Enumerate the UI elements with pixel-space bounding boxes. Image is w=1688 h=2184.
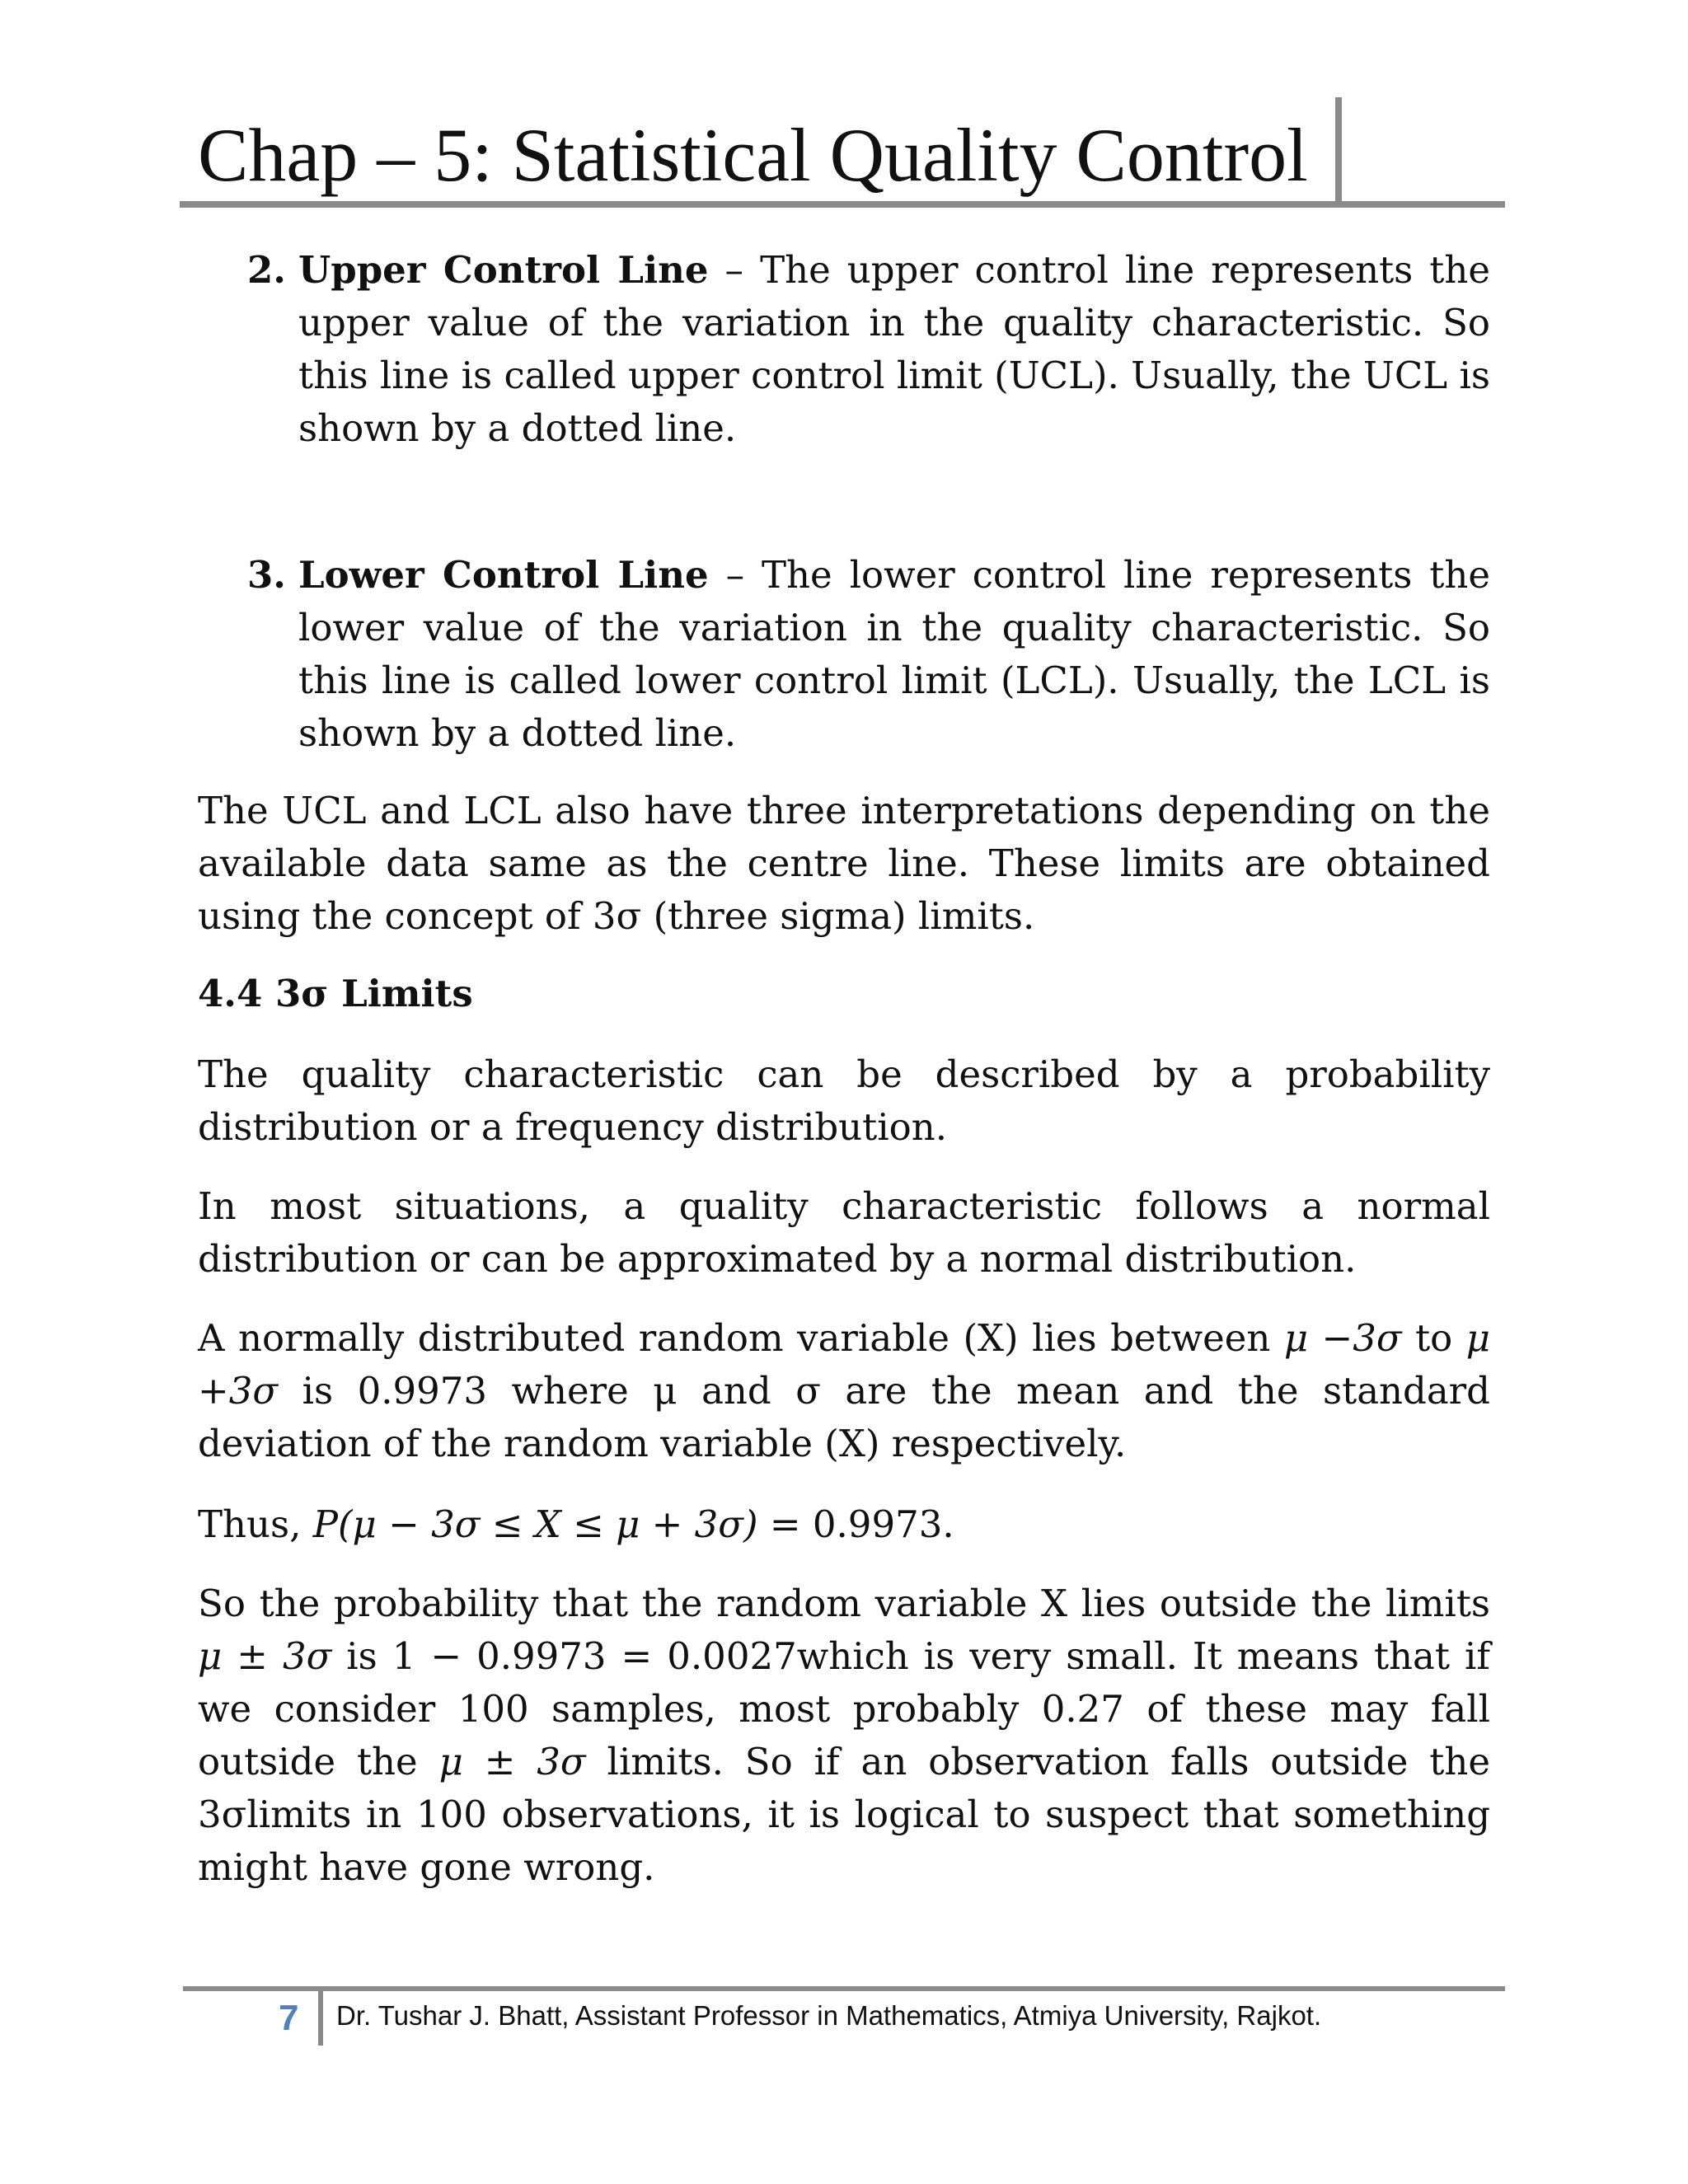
page-number: 7 (279, 1998, 299, 2038)
paragraph-ucl-lcl: The UCL and LCL also have three interpretations depending on the available data same as the centre line. These limits are obtained using the concept of 3σ (three sigma) limits. (198, 789, 1490, 938)
page-title: Chap – 5: Statistical Quality Control (198, 113, 1308, 197)
text-segment: to (1401, 1316, 1466, 1360)
list-number: 3. (247, 553, 286, 597)
footer-divider (318, 1991, 323, 2046)
section-heading: 4.4 3σ Limits (198, 972, 473, 1015)
list-text: – The lower control line represents the lower value of the variation in the quality characteristic. So this line is called lower control limit (LCL). Usually, the LCL is shown by a dotted line. (298, 553, 1490, 755)
math-expression: μ ± 3σ (198, 1634, 332, 1678)
paragraph-probability-equation (198, 1498, 1490, 1551)
text-segment: is 1 − 0.9973 = 0.0027which is very small. It means that if we consider 100 samples, most probably 0.27 of these may fall outside the (198, 1634, 1490, 1783)
list-item-upper-control-line (247, 244, 1490, 455)
text-segment: = 0.9973. (757, 1502, 954, 1546)
math-expression: μ +3σ (198, 1316, 1490, 1413)
paragraph-normal: In most situations, a quality characteristic follows a normal distribution or can be approximated by a normal distribution. (198, 1184, 1490, 1281)
list-item-lower-control-line (247, 549, 1490, 760)
paragraph-outside-limits (198, 1577, 1490, 1894)
text-segment: is 0.9973 where μ and σ are the mean and the standard deviation of the random variable (X) respectively. (198, 1369, 1490, 1465)
header-rule (180, 201, 1505, 208)
math-expression: μ −3σ (1283, 1316, 1402, 1360)
paragraph-three-sigma-range (198, 1312, 1490, 1470)
list-term: Lower Control Line (298, 553, 709, 597)
math-expression: P(μ − 3σ ≤ X ≤ μ + 3σ) (312, 1502, 758, 1546)
math-expression: μ ± 3σ (438, 1740, 586, 1783)
list-body (298, 549, 1490, 760)
text-segment: So the probability that the random variable X lies outside the limits (198, 1582, 1490, 1625)
text-segment: limits. So if an observation falls outside the 3σlimits in 100 observations, it is logical to suspect that something might have gone wrong. (198, 1740, 1490, 1889)
list-term: Upper Control Line (298, 248, 709, 292)
header-divider (1335, 97, 1342, 204)
text-segment: Thus, (198, 1502, 313, 1546)
list-text: – The upper control line represents the upper value of the variation in the quality characteristic. So this line is called upper control limit (UCL). Usually, the UCL is shown by a dotted line. (298, 248, 1490, 450)
footer-author: Dr. Tushar J. Bhatt, Assistant Professor in Mathematics, Atmiya University, Rajkot. (336, 2000, 1322, 2031)
paragraph-distribution: The quality characteristic can be described by a probability distribution or a frequency distribution. (198, 1052, 1490, 1149)
text-segment: A normally distributed random variable (X) lies between (198, 1316, 1284, 1360)
list-body (298, 244, 1490, 455)
list-number: 2. (247, 248, 286, 292)
footer-rule (183, 1986, 1505, 1991)
